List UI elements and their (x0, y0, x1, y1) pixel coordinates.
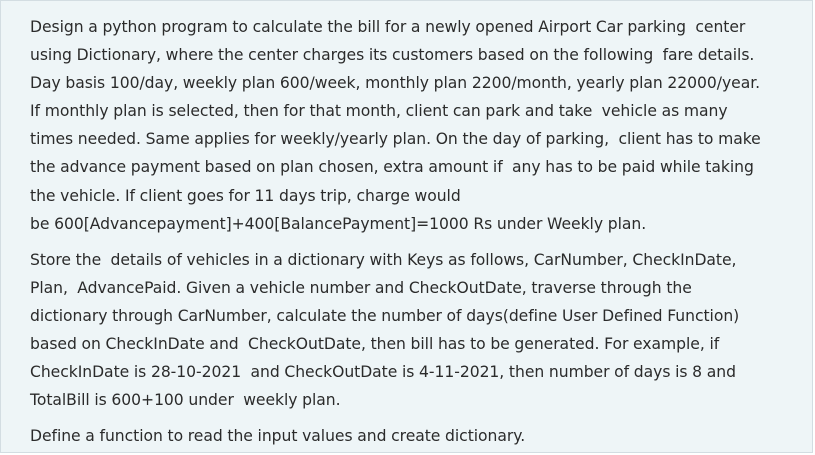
text-line: using Dictionary, where the center charges its customers based on the following fare details. (30, 46, 755, 65)
text-line: Plan, AdvancePaid. Given a vehicle number and CheckOutDate, traverse through the (30, 278, 692, 297)
text-line: dictionary through CarNumber, calculate the number of days(define User Defined Function) (30, 306, 740, 325)
text-line: Day basis 100/day, weekly plan 600/week, monthly plan 2200/month, yearly plan 22000/year. (30, 74, 761, 93)
text-line: Design a python program to calculate the bill for a newly opened Airport Car parking center (30, 18, 746, 36)
paragraph-dictionary-details (30, 246, 810, 415)
paragraph-fare-details (30, 13, 810, 238)
paragraph-function-instruction (30, 422, 810, 450)
text-line: times needed. Same applies for weekly/yearly plan. On the day of parking, client has to make (30, 130, 761, 149)
text-line: TotalBill is 600+100 under weekly plan. (30, 391, 341, 410)
text-line: If monthly plan is selected, then for that month, client can park and take vehicle as many (30, 102, 728, 121)
text-line: Define a function to read the input values and create dictionary. (30, 427, 526, 446)
paragraph-gap (30, 238, 810, 246)
text-line: the advance payment based on plan chosen, extra amount if any has to be paid while taking (30, 158, 754, 177)
text-line: based on CheckInDate and CheckOutDate, then bill has to be generated. For example, if (30, 335, 720, 354)
text-line: the vehicle. If client goes for 11 days trip, charge would (30, 186, 461, 205)
question-text (30, 13, 810, 450)
text-line: be 600[Advancepayment]+400[BalancePayment]=1000 Rs under Weekly plan. (30, 214, 647, 233)
text-line: CheckInDate is 28-10-2021 and CheckOutDate is 4-11-2021, then number of days is 8 and (30, 363, 736, 382)
text-line: Store the details of vehicles in a dictionary with Keys as follows, CarNumber, CheckInDate, (30, 250, 737, 269)
paragraph-gap (30, 414, 810, 422)
